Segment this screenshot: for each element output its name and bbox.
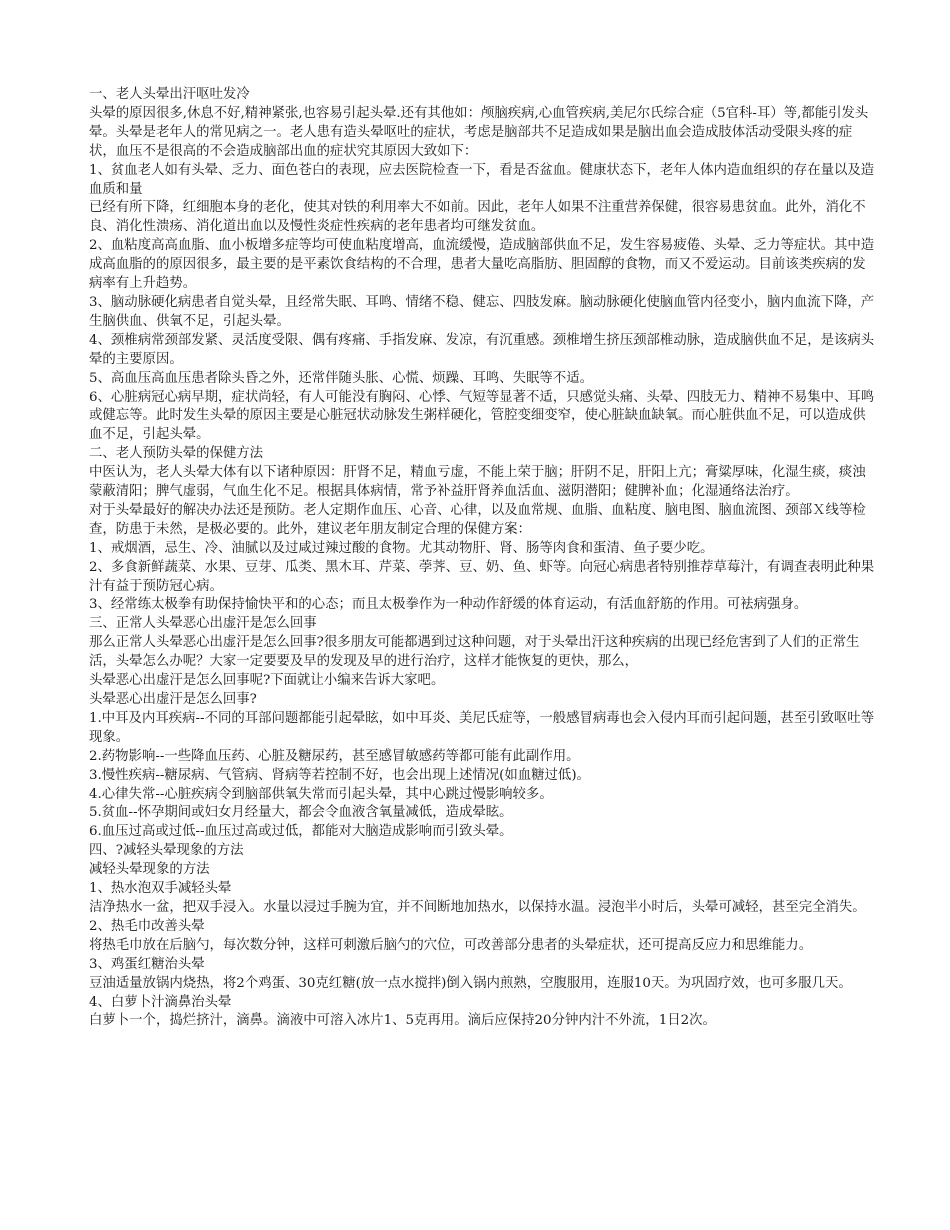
section-heading-2: 二、老人预防头晕的保健方法: [89, 446, 264, 462]
paragraph: 已经有所下降，红细胞本身的老化，使其对铁的利用率大不如前。因此，老年人如果不注重营养保健，很容易患贫血。此外，消化不良、消化性溃疡、消化道出血以及慢性炎症性疾病的老年患者均可继发贫血。: [89, 200, 866, 235]
paragraph: 6.血压过高或过低--血压过高或过低，都能对大脑造成影响而引致头晕。: [89, 824, 513, 840]
paragraph: 将热毛巾放在后脑勺，每次数分钟，这样可刺激后脑勺的穴位，可改善部分患者的头晕症状，还可提高反应力和思维能力。: [89, 937, 813, 953]
paragraph: 豆油适量放锅内烧热，将2个鸡蛋、30克红糖(放一点水搅拌)倒入锅内煎熟，空腹服用，连服10天。为巩固疗效，也可多服几天。: [89, 975, 852, 991]
paragraph: 对于头晕最好的解决办法还是预防。老人定期作血压、心音、心律，以及血常规、血脂、血粘度、脑电图、脑血流图、颈部Ｘ线等检查，防患于未然，是极必要的。此外，建议老年朋友制定合理的保健方案：: [89, 502, 866, 537]
paragraph: 2、热毛巾改善头晕: [89, 918, 205, 934]
section-heading-3: 三、正常人头晕恶心出虚汗是怎么回事: [89, 616, 317, 632]
paragraph: 头晕恶心出虚汗是怎么回事?: [89, 692, 257, 707]
paragraph: 1、贫血老人如有头晕、乏力、面色苍白的表现，应去医院检查一下，看是否盆血。健康状态下，老年人体内造血组织的存在量以及造血质和量: [89, 162, 875, 197]
paragraph: 2.药物影响--一些降血压药、心脏及糖尿药，甚至感冒敏感药等都可能有此副作用。: [89, 748, 580, 764]
paragraph: 3、鸡蛋红糖治头晕: [89, 956, 205, 972]
paragraph: 白萝卜一个，捣烂挤汁，滴鼻。滴液中可溶入冰片1、5克再用。滴后应保持20分钟内汁不外流，1日2次。: [89, 1013, 716, 1029]
paragraph: 1.中耳及内耳疾病--不同的耳部问题都能引起晕眩，如中耳炎、美尼氏症等，一般感冒病毒也会入侵内耳而引起问题，甚至引致呕吐等现象。: [89, 710, 875, 745]
paragraph: 减轻头晕现象的方法: [89, 862, 210, 878]
paragraph: 头晕恶心出虚汗是怎么回事呢?下面就让小编来告诉大家吧。: [89, 673, 445, 689]
paragraph: 4、颈椎病常颈部发紧、灵活度受限、偶有疼痛、手指发麻、发凉，有沉重感。颈椎增生挤压颈部椎动脉，造成脑供血不足，是该病头晕的主要原因。: [89, 332, 875, 367]
paragraph: 6、心脏病冠心病早期，症状尚轻，有人可能没有胸闷、心悸、气短等显著不适，只感觉头痛、头晕、四肢无力、精神不易集中、耳鸣或健忘等。此时发生头晕的原因主要是心脏冠状动脉发生粥样硬化，管腔变细变窄，使心脏缺血缺氧。而心脏供血不足，可以造成供血不足，引起头晕。: [89, 389, 875, 443]
paragraph: 4.心律失常--心脏疾病令到脑部供氧失常而引起头晕，其中心跳过慢影响较多。: [89, 786, 553, 802]
section-heading-4: 四、?减轻头晕现象的方法: [89, 843, 244, 859]
paragraph: 2、多食新鲜蔬菜、水果、豆芽、瓜类、黑木耳、芹菜、荸荠、豆、奶、鱼、虾等。向冠心病患者特别推荐草莓汁，有调查表明此种果汁有益于预防冠心病。: [89, 559, 875, 594]
document-body: [89, 86, 879, 1031]
paragraph: 1、热水泡双手减轻头晕: [89, 881, 232, 897]
paragraph: 头晕的原因很多,休息不好,精神紧张,也容易引起头晕.还有其他如：颅脑疾病,心血管疾病,美尼尔氏综合症（5官科-耳）等,都能引发头晕。头晕是老年人的常见病之一。老人患有造头晕呕吐的症状，考虑是脑部共不足造成如果是脑出血会造成肢体活动受限头疼的症状，血压不是很高的不会造成脑部出血的症状究其原因大致如下：: [89, 105, 869, 159]
paragraph: 4、白萝卜汁滴鼻治头晕: [89, 994, 232, 1010]
paragraph: 5、高血压高血压患者除头昏之外，还常伴随头胀、心慌、烦躁、耳鸣、失眠等不适。: [89, 370, 593, 386]
paragraph: 洁净热水一盆，把双手浸入。水量以浸过手腕为宜，并不间断地加热水，以保持水温。浸泡半小时后，头晕可减轻，甚至完全消失。: [89, 899, 866, 915]
paragraph: 中医认为，老人头晕大体有以下诸种原因：肝肾不足，精血亏虚，不能上荣于脑；肝阴不足，肝阳上亢；膏粱厚味，化湿生痰，痰浊蒙蔽清阳；脾气虚弱，气血生化不足。根据具体病情，常予补益肝肾养血活血、滋阴潜阳；健脾补血；化湿通络法治疗。: [89, 465, 866, 500]
paragraph: 3.慢性疾病--糖尿病、气管病、肾病等若控制不好，也会出现上述情况(如血糖过低)。: [89, 767, 590, 783]
paragraph: 2、血粘度高高血脂、血小板增多症等均可使血粘度增高，血流缓慢，造成脑部供血不足，发生容易疲倦、头晕、乏力等症状。其中造成高血脂的的原因很多，最主要的是平素饮食结构的不合理，患者大量吃高脂肪、胆固醇的食物，而又不爱运动。目前该类疾病的发病率有上升趋势。: [89, 238, 875, 292]
paragraph: 3、脑动脉硬化病患者自觉头晕，且经常失眠、耳鸣、情绪不稳、健忘、四肢发麻。脑动脉硬化使脑血管内径变小，脑内血流下降，产生脑供血、供氧不足，引起头晕。: [89, 294, 875, 329]
paragraph: 1、戒烟酒，忌生、冷、油腻以及过咸过辣过酸的食物。尤其动物肝、肾、肠等肉食和蛋清、鱼子要少吃。: [89, 540, 714, 556]
paragraph: 5.贫血--怀孕期间或妇女月经量大，都会令血液含氧量减低，造成晕眩。: [89, 805, 513, 821]
paragraph: 3、经常练太极拳有助保持愉快平和的心态；而且太极拳作为一种动作舒缓的体育运动，有活血舒筋的作用。可袪病强身。: [89, 597, 808, 613]
paragraph: 那么正常人头晕恶心出虚汗是怎么回事?很多朋友可能都遇到过这种问题，对于头晕出汗这种疾病的出现已经危害到了人们的正常生活，头晕怎么办呢？大家一定要要及早的发现及早的进行治疗，这样才能恢复的更快，那么，: [89, 635, 860, 670]
section-heading-1: 一、老人头晕出汗呕吐发冷: [89, 87, 250, 102]
